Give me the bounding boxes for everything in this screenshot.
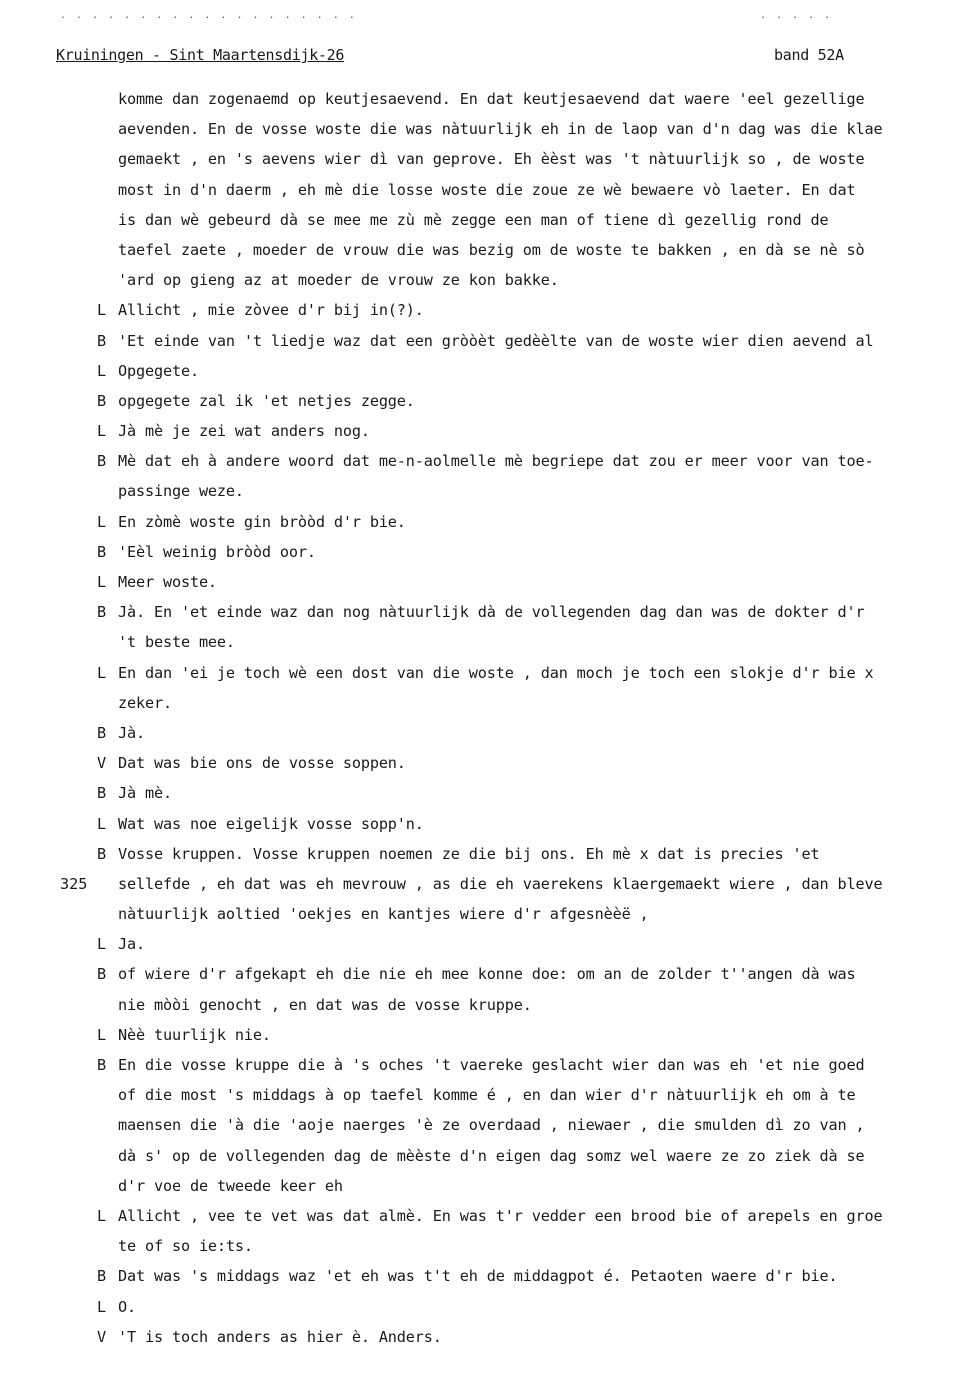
transcript-line (0, 144, 973, 174)
line-text: Dat was 's middags waz 'et eh was t't eh de middagpot é. Petaoten waere d'r bie. (118, 1267, 838, 1286)
transcript-line (0, 990, 973, 1020)
line-text: passinge weze. (118, 482, 244, 501)
transcript-line (0, 175, 973, 205)
speaker-label: V (97, 1327, 107, 1346)
line-text: most in d'n daerm , eh mè die losse woste die zoue ze wè bewaere vò laeter. En dat (118, 180, 856, 199)
transcript-line (0, 597, 973, 627)
line-text: Jà mè je zei wat anders nog. (118, 422, 370, 441)
transcript-line (0, 416, 973, 446)
speaker-label: B (97, 452, 107, 471)
line-text: O. (118, 1297, 136, 1316)
line-text: zeker. (118, 693, 172, 712)
transcript-line (0, 1050, 973, 1080)
line-text: taefel zaete , moeder de vrouw die was bezig om de woste te bakken , en dà se nè sò (118, 240, 865, 259)
line-text: Wat was noe eigelijk vosse sopp'n. (118, 814, 424, 833)
transcript-line (0, 1231, 973, 1261)
speaker-label: L (97, 573, 107, 591)
transcript-body (0, 84, 973, 1352)
transcript-line (0, 869, 973, 899)
line-text: Jà mè. (118, 784, 172, 803)
line-text: 'ard op gieng az at moeder de vrouw ze kon bakke. (118, 271, 559, 290)
line-text: nie mòòi genocht , en dat was de vosse kruppe. (118, 995, 532, 1014)
line-text: komme dan zogenaemd op keutjesaevend. En dat keutjesaevend dat waere 'eel gezellige (118, 90, 865, 108)
transcript-line (0, 295, 973, 325)
transcript-line (0, 114, 973, 144)
speaker-label: L (97, 814, 107, 833)
line-text: Jà. En 'et einde waz dan nog nàtuurlijk dà de vollegenden dag dan was de dokter d'r (118, 603, 865, 622)
transcript-line (0, 356, 973, 386)
transcript-line (0, 658, 973, 688)
transcript-line (0, 627, 973, 657)
top-margin-marks-right: . . . . . (760, 10, 833, 21)
line-text: Jà. (118, 723, 145, 742)
line-text: maensen die 'à die 'aoje naerges 'è ze overdaad , niewaer , die smulden dì zo van , (118, 1116, 865, 1135)
line-text: aevenden. En de vosse woste die was nàtuurlijk eh in de laop van d'n dag was die klae (118, 120, 883, 139)
line-text: 'Et einde van 't liedje waz dat een gròòèt gedèèlte van de woste wier dien aevend al (118, 331, 874, 350)
line-text: te of so ie:ts. (118, 1237, 253, 1256)
line-text: En die vosse kruppe die à 's oches 't vaereke geslacht wier dan was eh 'et nie goed (118, 1056, 865, 1074)
transcript-line (0, 1110, 973, 1140)
speaker-label: L (97, 512, 107, 531)
speaker-label: B (97, 331, 107, 350)
line-number: 325 (60, 874, 88, 893)
speaker-label: L (97, 422, 107, 441)
speaker-label: L (97, 935, 107, 954)
speaker-label: L (97, 1025, 107, 1044)
transcript-line (0, 537, 973, 567)
line-text: Allicht , mie zòvee d'r bij in(?). (118, 301, 424, 320)
line-text: nàtuurlijk aoltied 'oekjes en kantjes wiere d'r afgesnèèë , (118, 905, 649, 924)
transcript-line (0, 1261, 973, 1291)
speaker-label: B (97, 844, 107, 863)
line-text: opgegete zal ik 'et netjes zegge. (118, 391, 415, 410)
transcript-line (0, 1080, 973, 1110)
speaker-label: B (97, 1267, 107, 1286)
transcript-line (0, 205, 973, 235)
line-text: sellefde , eh dat was eh mevrouw , as die eh vaerekens klaergemaekt wiere , dan bleve (118, 874, 883, 893)
transcript-line (0, 778, 973, 808)
speaker-label: B (97, 542, 107, 561)
speaker-label: B (97, 784, 107, 803)
transcript-line (0, 899, 973, 929)
header-location: Kruiningen - Sint Maartensdijk-26 (56, 46, 345, 64)
speaker-label: L (97, 361, 107, 380)
line-text: En zòmè woste gin bròòd d'r bie. (118, 512, 406, 531)
speaker-label: B (97, 1056, 107, 1074)
line-text: of wiere d'r afgekapt eh die nie eh mee konne doe: om an de zolder t''angen dà was (118, 965, 856, 984)
transcript-line (0, 326, 973, 356)
transcript-line (0, 476, 973, 506)
line-text: Dat was bie ons de vosse soppen. (118, 754, 406, 773)
page-header (56, 46, 953, 64)
transcript-line (0, 235, 973, 265)
speaker-label: B (97, 603, 107, 622)
speaker-label: L (97, 663, 107, 682)
top-margin-marks: . . . . . . . . . . . . . . . . . . . (60, 10, 357, 21)
line-text: Meer woste. (118, 573, 217, 591)
speaker-label: L (97, 1206, 107, 1225)
transcript-line (0, 929, 973, 959)
transcript-line (0, 265, 973, 295)
transcript-line (0, 386, 973, 416)
line-text: 'T is toch anders as hier è. Anders. (118, 1327, 442, 1346)
speaker-label: L (97, 1297, 107, 1316)
header-band: band 52A (774, 46, 844, 64)
transcript-line (0, 84, 973, 114)
transcript-line (0, 718, 973, 748)
line-text: Mè dat eh à andere woord dat me-n-aolmelle mè begriepe dat zou er meer voor van toe- (118, 452, 874, 471)
line-text: is dan wè gebeurd dà se mee me zù mè zegge een man of tiene dì gezellig rond de (118, 210, 829, 229)
line-text: 'Eèl weinig bròòd oor. (118, 542, 316, 561)
line-text: En dan 'ei je toch wè een dost van die woste , dan moch je toch een slokje d'r bie x (118, 663, 874, 682)
transcript-line (0, 446, 973, 476)
speaker-label: B (97, 723, 107, 742)
transcript-line (0, 839, 973, 869)
transcript-line (0, 507, 973, 537)
transcript-line (0, 809, 973, 839)
speaker-label: B (97, 965, 107, 984)
transcript-line (0, 567, 973, 597)
speaker-label: B (97, 391, 107, 410)
line-text: 't beste mee. (118, 633, 235, 652)
transcript-line (0, 1201, 973, 1231)
line-text: of die most 's middags à op taefel komme é , en dan wier d'r nàtuurlijk eh om à te (118, 1086, 856, 1105)
transcript-line (0, 1020, 973, 1050)
transcript-line (0, 748, 973, 778)
speaker-label: V (97, 754, 107, 773)
line-text: d'r voe de tweede keer eh (118, 1176, 343, 1195)
line-text: gemaekt , en 's aevens wier dì van geprove. Eh èèst was 't nàtuurlijk so , de woste (118, 150, 865, 169)
line-text: Allicht , vee te vet was dat almè. En was t'r vedder een brood bie of arepels en groe (118, 1206, 883, 1225)
transcript-line (0, 1171, 973, 1201)
transcript-line (0, 959, 973, 989)
line-text: Opgegete. (118, 361, 199, 380)
transcript-line (0, 1292, 973, 1322)
transcript-line (0, 1322, 973, 1352)
speaker-label: L (97, 301, 107, 320)
transcript-line (0, 1141, 973, 1171)
line-text: Nèè tuurlijk nie. (118, 1025, 271, 1044)
line-text: dà s' op de vollegenden dag de mèèste d'n eigen dag somz wel waere ze zo ziek dà se (118, 1146, 865, 1165)
line-text: Vosse kruppen. Vosse kruppen noemen ze die bij ons. Eh mè x dat is precies 'et (118, 844, 820, 863)
transcript-line (0, 688, 973, 718)
line-text: Ja. (118, 935, 145, 954)
